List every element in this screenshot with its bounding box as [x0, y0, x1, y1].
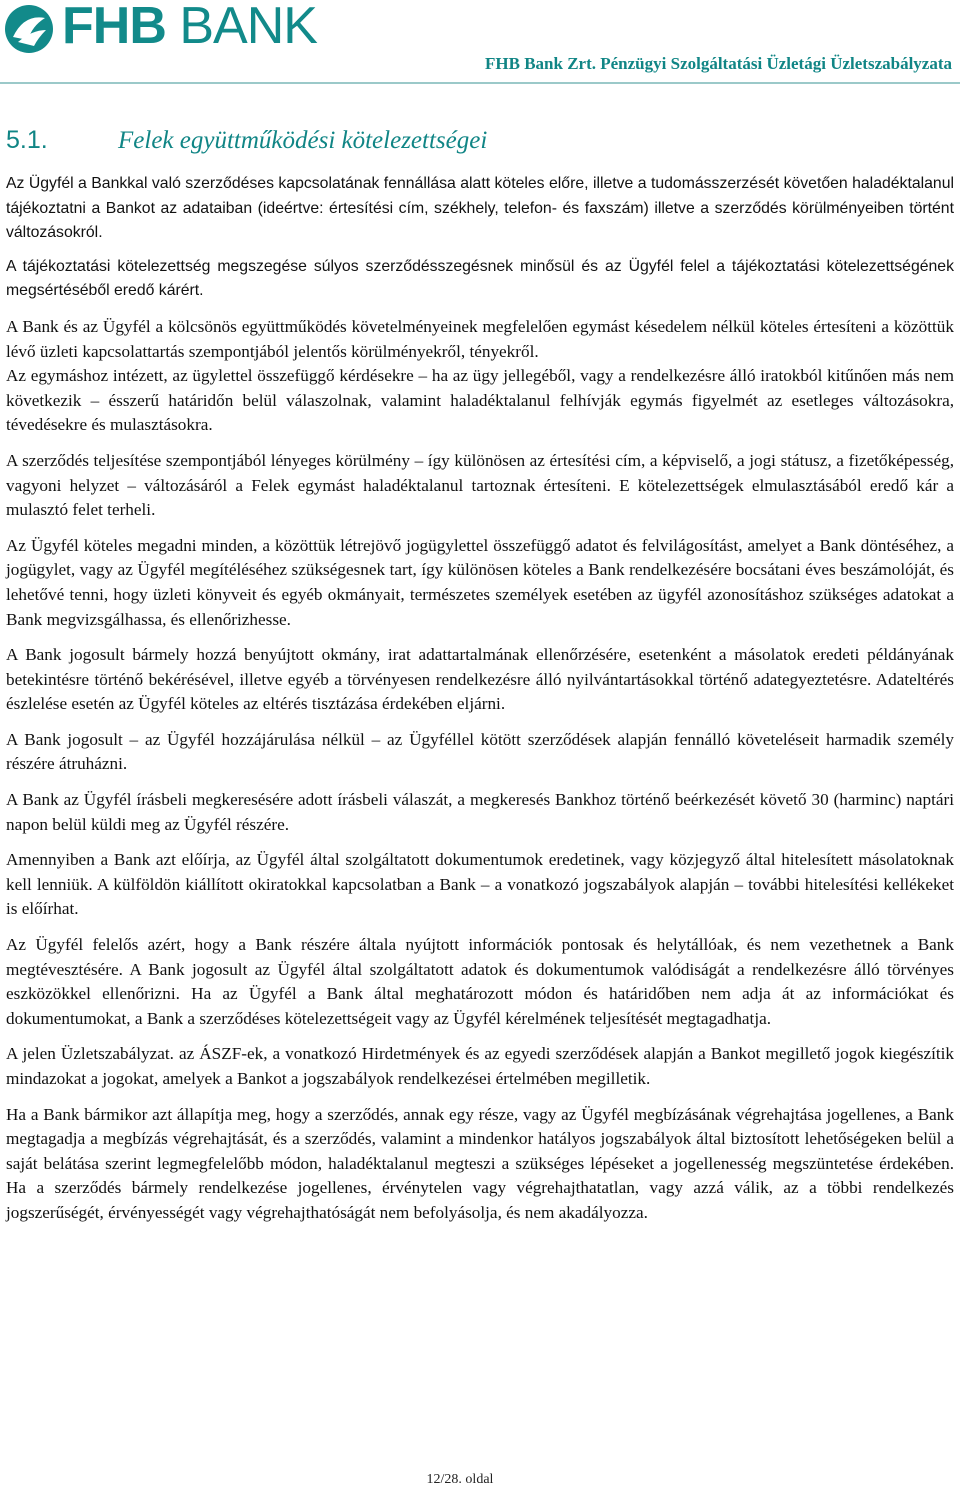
paragraph: Az Ügyfél felelős azért, hogy a Bank részére általa nyújtott információk pontosak és helytállóak, és nem vezethetnek a Bank megtévesztésére. A Bank jogosult az Ügyfél által szolgáltatott adatok és dokumentumok valódiságát a rendelkezésre álló törvényes eszközökkel ellenőrizni. Ha az Ügyfél a Bank által meghatározott módon és határidőben nem adja át az információkat és dokumentumokat, a Bank a szerződéses kötelezettségeit vagy az Ügyfél kérelmének teljesítését megtagadhatja.: [6, 935, 954, 1028]
document-body: [6, 172, 954, 1226]
paragraph: Az egymáshoz intézett, az ügylettel összefüggő kérdésekre – ha az ügy jellegéből, vagy a rendelkezésre álló iratokból kitűnően más nem következik – ésszerű határidőn belül válaszolnak, valamint haladéktalanul felhívják egymás figyelmét az esetleges változásokra, tévedésekre és mulasztásokra.: [6, 366, 954, 435]
header-divider: [0, 82, 960, 84]
paragraph: A jelen Üzletszabályzat. az ÁSZF-ek, a vonatkozó Hirdetmények és az egyedi szerződések alapján a Bankot megillető jogok kiegészítik mindazokat a jogokat, amelyek a Bankot a jogszabályok rendelkezései értelmében megilletik.: [6, 1044, 954, 1088]
paragraph: Az Ügyfél a Bankkal való szerződéses kapcsolatának fennállása alatt köteles előre, illetve a tudomásszerzését követően haladéktalanul tájékoztatni a Bankot az adataiban (ideértve: értesítési cím, székhely, telefon- és faxszám) illetve a szerződés körülményeiben történt változásokról.: [6, 175, 954, 242]
fhb-logo-mark-icon: [4, 4, 54, 54]
paragraph: A tájékoztatási kötelezettség megszegése súlyos szerződésszegésnek minősül és az Ügyfél felel a tájékoztatási kötelezettségének megsértéséből eredő kárért.: [6, 257, 954, 300]
section-heading: [6, 126, 946, 155]
paragraph: A Bank és az Ügyfél a kölcsönös együttműködés követelményeinek megfelelően egymást késedelem nélkül köteles értesíteni a közöttük lévő üzleti kapcsolattartás szempontjából jelentős körülményekről, tényekről.: [6, 316, 954, 361]
page-number: 12/28. oldal: [426, 1472, 494, 1487]
paragraph: Az Ügyfél köteles megadni minden, a közöttük létrejövő jogügylettel összefüggő adatot és felvilágosítást, amelyet a Bank döntéséhez, a jogügylet, vagy az Ügyfél megítéléséhez szükségesnek tart, így különösen köteles a Bank rendelkezésére bocsátani éves beszámolóját, és lehetővé tenni, hogy üzleti könyveit és egyéb okmányait, természetes személyek esetében az ügyfél azonosításhoz szükséges adatokat a Bank megvizsgálhassa, és ellenőrizhesse.: [6, 535, 954, 629]
paragraph: A Bank jogosult bármely hozzá benyújtott okmány, irat adattartalmának ellenőrzésére, esetenként a másolatok eredeti példányának betekintésre történő bekérésével, illetve egyéb a törvényesen rendelkezésre álló nyilvántartásokkal történő adategyeztetésre. Adateltérés észlelése esetén az Ügyfél köteles az eltérés tisztázása érdekében eljárni.: [6, 645, 954, 714]
paragraph: A szerződés teljesítése szempontjából lényeges körülmény – így különösen az értesítési cím, a képviselő, a jogi státusz, a fizetőképesség, vagyoni helyzet – változásáról a Felek egymást haladéktalanul tartoznak értesíteni. E kötelezettségek elmulasztásából eredő kár a mulasztó felet terheli.: [6, 450, 954, 520]
document-header-title: FHB Bank Zrt. Pénzügyi Szolgáltatási Üzletági Üzletszabályzata: [485, 54, 952, 73]
fhb-bank-logo: [4, 0, 349, 56]
page-footer: [0, 1472, 960, 1488]
paragraph: A Bank jogosult – az Ügyfél hozzájárulása nélkül – az Ügyféllel kötött szerződések alapján fennálló követeléseit harmadik személy részére átruházni.: [6, 729, 954, 774]
paragraph: Amennyiben a Bank azt előírja, az Ügyfél által szolgáltatott dokumentumok eredetinek, vagy közjegyző által hitelesített másolatoknak kell lenniük. A külföldön kiállított okiratokkal kapcsolatban a Bank – a vonatkozó jogszabályok alapján – további hitelesítési kellékeket is előírhat.: [6, 850, 954, 919]
logo-wordmark: FHB BANK: [62, 0, 317, 55]
section-number: 5.1.: [6, 126, 48, 154]
paragraph: Ha a Bank bármikor azt állapítja meg, hogy a szerződés, annak egy része, vagy az Ügyfél megbízásának végrehajtása jogellenes, a Bank megtagadja a megbízás végrehajtását, és a szerződés, valamint a mindenkor hatályos jogszabályok által biztosított lehetőségeken belül a saját belátása szerint legmegfelelőbb módon, haladéktalanul megteszi a szükséges lépéseket a jogellenesség megszüntetése érdekében. Ha a szerződés bármely rendelkezése jogellenes, érvénytelen vagy végrehajthatatlan, vagy azzá válik, az a többi rendelkezés jogszerűségét, érvényességét vagy végrehajthatóságát nem befolyásolja, és nem akadályozza.: [6, 1104, 954, 1222]
section-title: Felek együttműködési kötelezettségei: [118, 127, 488, 154]
paragraph: A Bank az Ügyfél írásbeli megkeresésére adott írásbeli válaszát, a megkeresés Bankhoz történő beérkezését követő 30 (harminc) naptári napon belül küldi meg az Ügyfél részére.: [6, 790, 954, 834]
